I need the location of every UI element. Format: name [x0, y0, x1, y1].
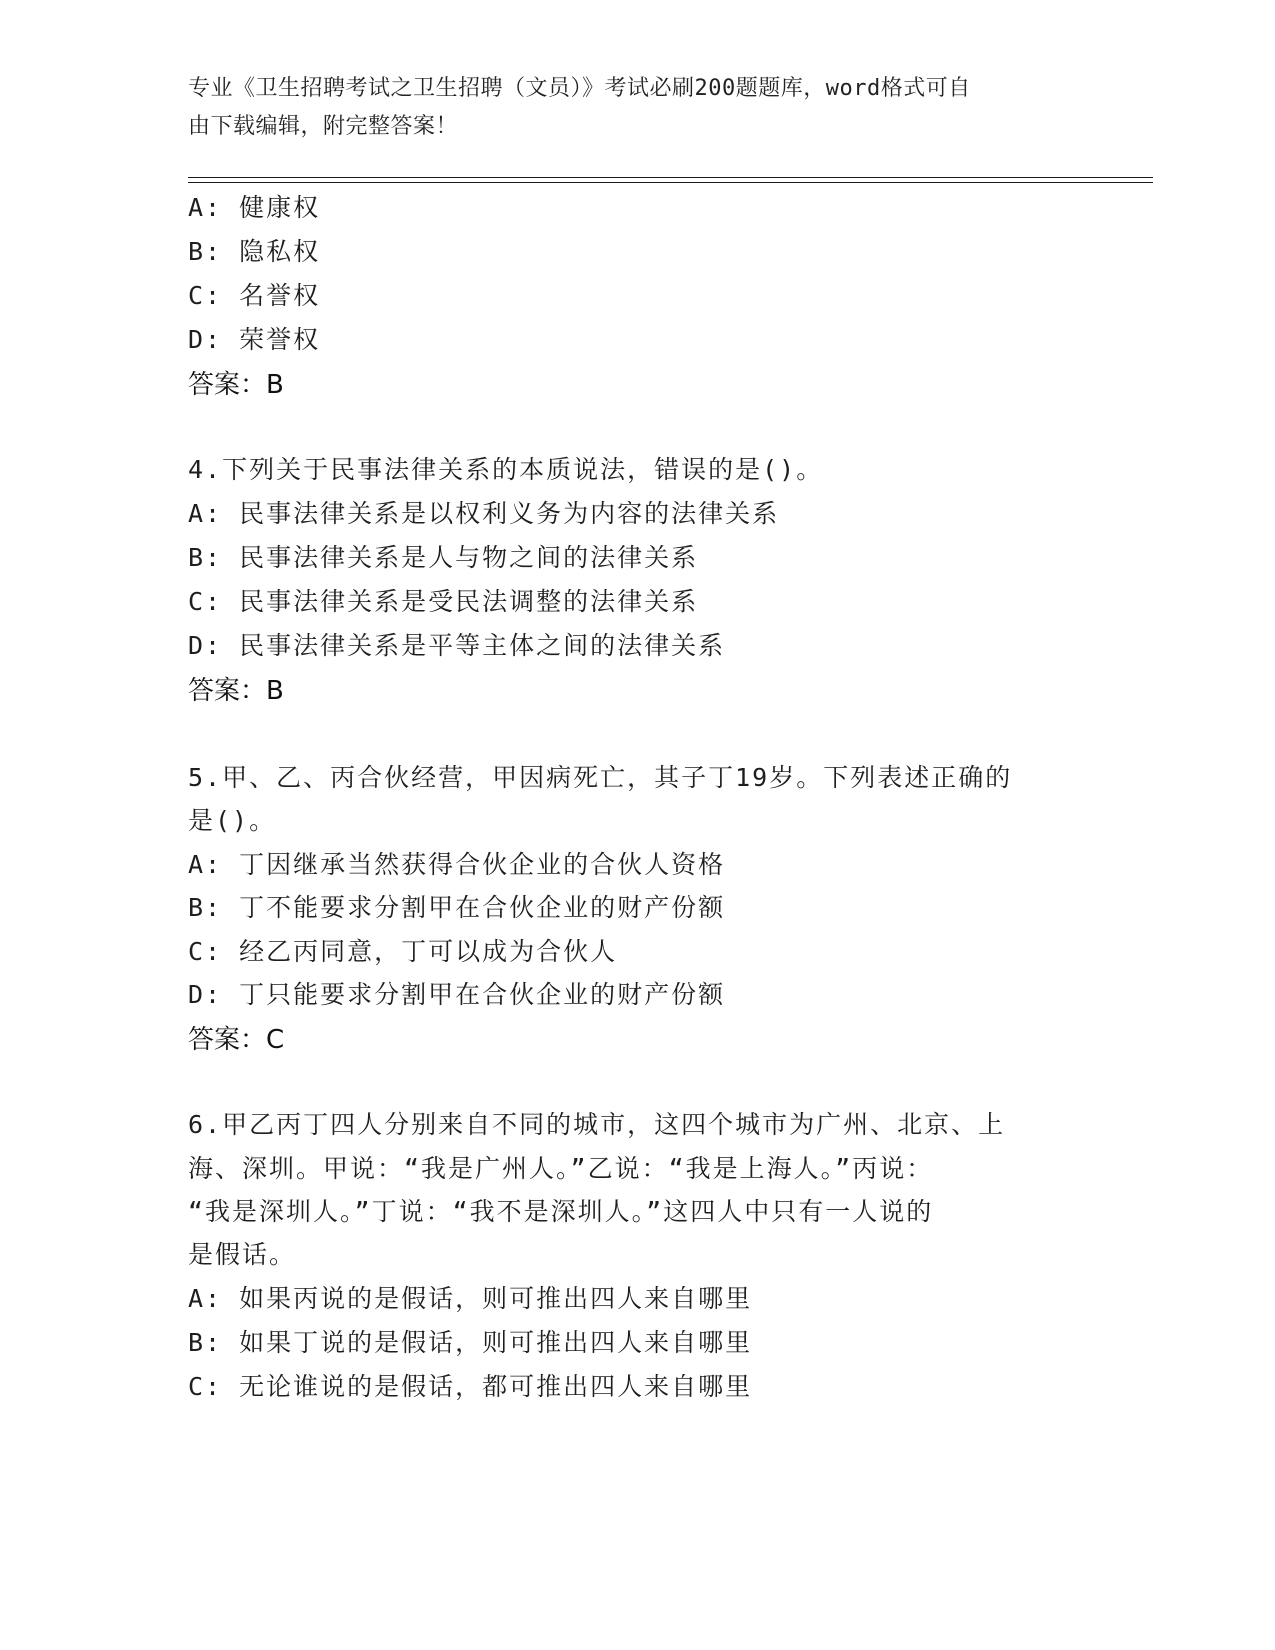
q5-stem-line-2: 是()。 [188, 806, 277, 835]
q4-option-d: D: 民事法律关系是平等主体之间的法律关系 [188, 631, 726, 660]
q4-stem: 4.下列关于民事法律关系的本质说法，错误的是()。 [188, 455, 824, 484]
document-header [188, 70, 1068, 146]
header-divider-bottom [188, 182, 1153, 183]
q5-answer: 答案：C [188, 1025, 285, 1055]
q4-answer: 答案：B [188, 676, 284, 706]
q5-option-a: A: 丁因继承当然获得合伙企业的合伙人资格 [188, 850, 726, 879]
q5-option-d: D: 丁只能要求分割甲在合伙企业的财产份额 [188, 980, 726, 1009]
q4-option-a: A: 民事法律关系是以权利义务为内容的法律关系 [188, 499, 780, 528]
q6-stem-line-3: “我是深圳人。”丁说：“我不是深圳人。”这四人中只有一人说的 [188, 1197, 934, 1226]
q6-option-a: A: 如果丙说的是假话，则可推出四人来自哪里 [188, 1284, 753, 1313]
q3-option-a: A: 健康权 [188, 193, 321, 222]
q5-option-c: C: 经乙丙同意，丁可以成为合伙人 [188, 937, 618, 966]
q6-option-c: C: 无论谁说的是假话，都可推出四人来自哪里 [188, 1372, 753, 1401]
header-line-2: 由下载编辑，附完整答案！ [188, 114, 459, 139]
q3-option-b: B: 隐私权 [188, 237, 321, 266]
header-line-1: 专业《卫生招聘考试之卫生招聘（文员）》考试必刷200题题库，word格式可自 [188, 76, 971, 101]
q4-option-b: B: 民事法律关系是人与物之间的法律关系 [188, 543, 699, 572]
q6-stem-line-1: 6.甲乙丙丁四人分别来自不同的城市，这四个城市为广州、北京、上 [188, 1110, 1006, 1139]
q5-option-b: B: 丁不能要求分割甲在合伙企业的财产份额 [188, 893, 726, 922]
q6-stem-line-4: 是假话。 [188, 1240, 297, 1269]
q3-option-c: C: 名誉权 [188, 281, 321, 310]
header-divider-top [188, 177, 1153, 178]
q5-stem-line-1: 5.甲、乙、丙合伙经营，甲因病死亡，其子丁19岁。下列表述正确的 [188, 763, 1013, 792]
q6-option-b: B: 如果丁说的是假话，则可推出四人来自哪里 [188, 1328, 753, 1357]
q3-answer: 答案：B [188, 370, 284, 400]
q4-option-c: C: 民事法律关系是受民法调整的法律关系 [188, 587, 699, 616]
q6-stem-line-2: 海、深圳。甲说：“我是广州人。”乙说：“我是上海人。”丙说： [188, 1154, 934, 1183]
q3-option-d: D: 荣誉权 [188, 325, 321, 354]
